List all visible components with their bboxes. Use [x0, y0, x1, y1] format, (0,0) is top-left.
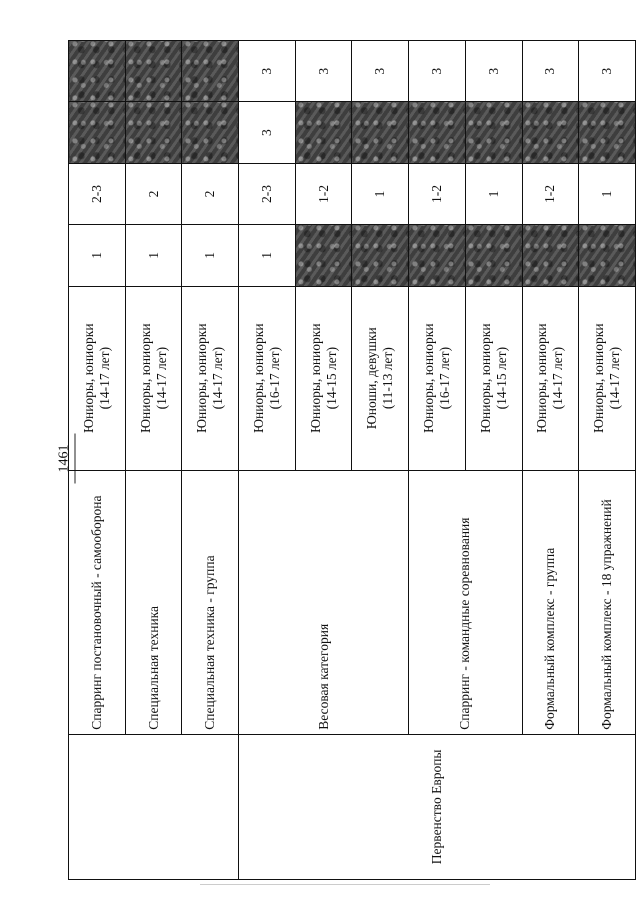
num-cell-4 [125, 41, 182, 102]
num-cell-4 [182, 41, 239, 102]
age-cell: Юниоры, юниорки (14-15 лет) [465, 286, 522, 470]
num-cell-4: 3 [239, 41, 296, 102]
rotated-table-container [68, 40, 636, 880]
num-cell-2: 2-3 [69, 163, 126, 224]
table-row [239, 41, 296, 880]
competition-cell-empty [69, 734, 239, 879]
age-cell: Юниоры, юниорки (14-15 лет) [295, 286, 352, 470]
num-cell-3 [579, 102, 636, 163]
num-cell-3 [69, 102, 126, 163]
age-cell: Юноши, девушки (11-13 лет) [352, 286, 409, 470]
age-cell: Юниоры, юниорки (14-17 лет) [69, 286, 126, 470]
num-cell-3: 3 [239, 102, 296, 163]
age-cell: Юниоры, юниорки (16-17 лет) [239, 286, 296, 470]
num-cell-1: 1 [125, 225, 182, 286]
num-cell-2: 2 [182, 163, 239, 224]
discipline-cell: Формальный комплекс - 18 упражнений [579, 470, 636, 734]
num-cell-2: 1 [579, 163, 636, 224]
num-cell-3 [409, 102, 466, 163]
num-cell-2: 1 [352, 163, 409, 224]
num-cell-2: 2-3 [239, 163, 296, 224]
num-cell-2: 1 [465, 163, 522, 224]
num-cell-1 [352, 225, 409, 286]
num-cell-3 [352, 102, 409, 163]
num-cell-3 [522, 102, 579, 163]
num-cell-3 [182, 102, 239, 163]
num-cell-4 [69, 41, 126, 102]
num-cell-3 [465, 102, 522, 163]
num-cell-4: 3 [352, 41, 409, 102]
num-cell-2: 2 [125, 163, 182, 224]
num-cell-1 [295, 225, 352, 286]
num-cell-2: 1-2 [295, 163, 352, 224]
num-cell-1 [579, 225, 636, 286]
num-cell-4: 3 [409, 41, 466, 102]
num-cell-2: 1-2 [409, 163, 466, 224]
discipline-cell: Специальная техника - группа [182, 470, 239, 734]
results-table [68, 40, 636, 880]
num-cell-1 [465, 225, 522, 286]
age-cell: Юниоры, юниорки (14-17 лет) [125, 286, 182, 470]
num-cell-4: 3 [295, 41, 352, 102]
num-cell-2: 1-2 [522, 163, 579, 224]
num-cell-4: 3 [579, 41, 636, 102]
discipline-cell: Спарринг - командные соревнования [409, 470, 522, 734]
num-cell-1: 1 [239, 225, 296, 286]
num-cell-3 [125, 102, 182, 163]
competition-cell: Первенство Европы [239, 734, 636, 879]
num-cell-1: 1 [182, 225, 239, 286]
age-cell: Юниоры, юниорки (16-17 лет) [409, 286, 466, 470]
discipline-cell: Спарринг постановочный - самооборона [69, 470, 126, 734]
age-cell: Юниоры, юниорки (14-17 лет) [182, 286, 239, 470]
age-cell: Юниоры, юниорки (14-17 лет) [579, 286, 636, 470]
age-cell: Юниоры, юниорки (14-17 лет) [522, 286, 579, 470]
num-cell-4: 3 [522, 41, 579, 102]
discipline-cell: Весовая категория [239, 470, 409, 734]
num-cell-1 [409, 225, 466, 286]
num-cell-1 [522, 225, 579, 286]
num-cell-4: 3 [465, 41, 522, 102]
table-row [69, 41, 126, 880]
page-number: 1461 [55, 434, 76, 484]
bottom-divider [200, 884, 490, 885]
discipline-cell: Специальная техника [125, 470, 182, 734]
num-cell-1: 1 [69, 225, 126, 286]
discipline-cell: Формальный комплекс - группа [522, 470, 579, 734]
num-cell-3 [295, 102, 352, 163]
